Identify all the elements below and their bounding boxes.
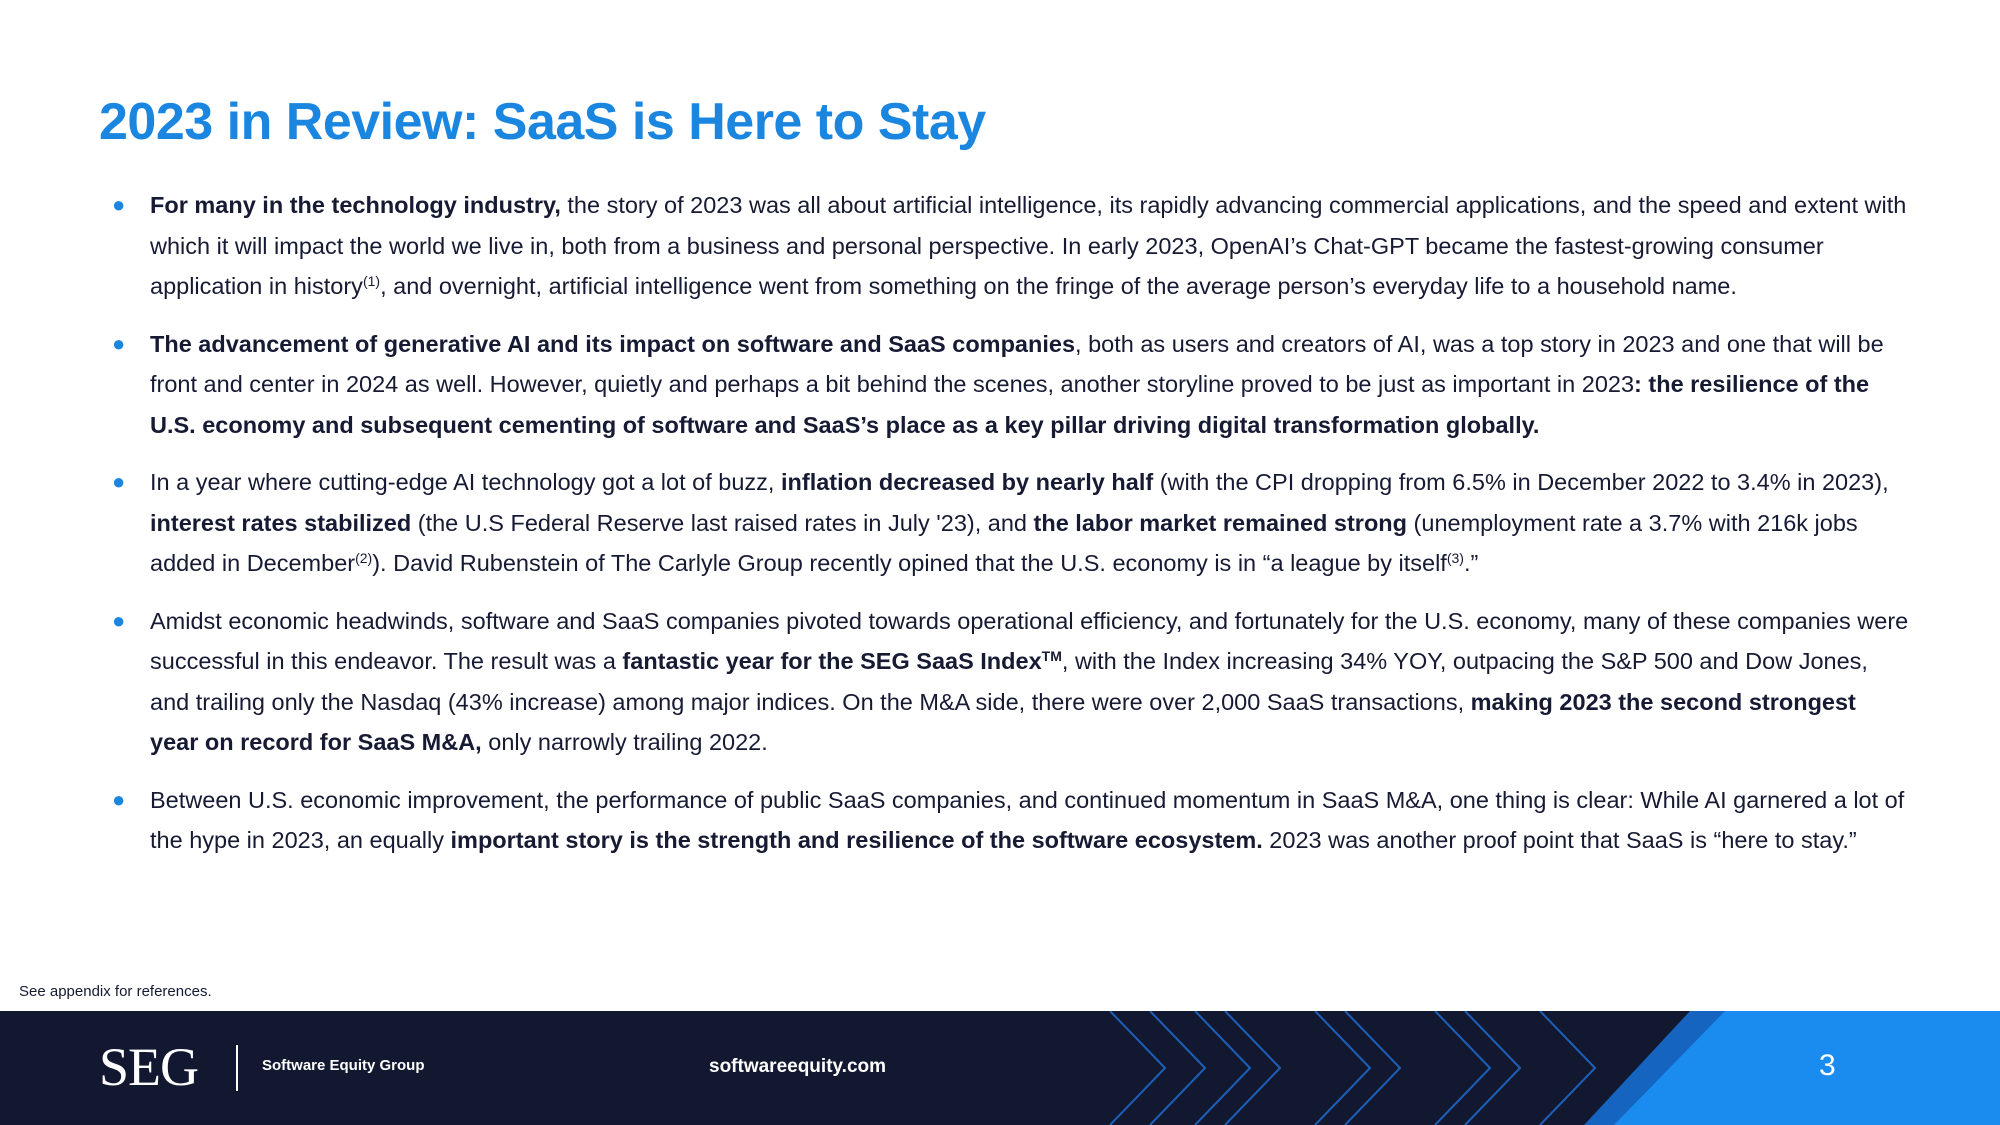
bullet-bold-text: inflation decreased by nearly half: [780, 469, 1154, 495]
bullet-bold-text: : the resilience of the U.S. economy and subsequent cementing of software and SaaS’s place as a key pillar driving digital transformation globally.: [150, 371, 1870, 438]
trademark-marker: TM: [1041, 648, 1062, 664]
bullet-item: [110, 462, 1910, 584]
bullet-item: [110, 601, 1910, 763]
bullet-text: Between U.S. economic improvement, the performance of public SaaS companies, and continued momentum in SaaS M&A, one thing is clear: While AI garnered a lot of the hype in 2023, an equally: [150, 786, 1905, 853]
bullet-list: [110, 185, 1910, 878]
reference-marker: (1): [362, 273, 381, 289]
bullet-dot-icon: ●: [112, 786, 126, 812]
reference-marker: (3): [1446, 550, 1464, 566]
page-number: 3: [1819, 1049, 1836, 1082]
bullet-text: , and overnight, artificial intelligence went from something on the fringe of the average person’s everyday life to a household name.: [380, 273, 1737, 299]
bullet-dot-icon: ●: [112, 330, 126, 356]
bullet-text: (the U.S Federal Reserve last raised rates in July '23), and: [411, 509, 1034, 536]
bullet-item: [110, 324, 1910, 446]
bullet-text: only narrowly trailing 2022.: [481, 729, 768, 755]
bullet-item: [110, 780, 1910, 861]
bullet-text: (unemployment rate a 3.7% with 216k jobs added in December: [150, 509, 1858, 576]
footer-bar: [0, 1011, 2000, 1125]
bullet-dot-icon: ●: [112, 192, 126, 217]
bullet-text: .”: [1463, 550, 1479, 576]
bullet-bold-text: making 2023 the second strongest year on record for SaaS M&A,: [150, 688, 1856, 755]
bullet-text: Amidst economic headwinds, software and SaaS companies pivoted towards operational efficiency, and fortunately for the U.S. economy, many of these companies were successful in this endeavor. The result was a: [150, 607, 1909, 674]
page-title: 2023 in Review: SaaS is Here to Stay: [99, 93, 986, 151]
website-link[interactable]: softwareequity.com: [709, 1056, 887, 1077]
bullet-item: [110, 185, 1910, 307]
bullet-dot-icon: ●: [112, 469, 126, 494]
logo-divider: [236, 1045, 238, 1091]
bullet-text: , both as users and creators of AI, was a top story in 2023 and one that will be front and center in 2024 as well. However, quietly and perhaps a bit behind the scenes, another storyline proved to be just as important in 2023: [150, 330, 1884, 397]
bullet-bold-text: The advancement of generative AI and its impact on software and SaaS companies: [150, 330, 1076, 357]
bullet-bold-text: fantastic year for the SEG SaaS Index: [622, 648, 1042, 674]
bullet-text: , with the Index increasing 34% YOY, outpacing the S&P 500 and Dow Jones, and trailing only the Nasdaq (43% increase) among major indices. On the M&A side, there were over 2,000 SaaS transactions,: [150, 648, 1868, 715]
reference-marker: (2): [355, 550, 373, 566]
bullet-dot-icon: ●: [112, 607, 126, 633]
bullet-bold-text: important story is the strength and resilience of the software ecosystem.: [450, 827, 1263, 853]
bullet-bold-text: For many in the technology industry,: [150, 192, 561, 218]
bullet-text: (with the CPI dropping from 6.5% in December 2022 to 3.4% in 2023),: [1153, 469, 1889, 495]
bullet-bold-text: interest rates stabilized: [150, 509, 412, 536]
footnote: See appendix for references.: [19, 983, 212, 1000]
bullet-bold-text: the labor market remained strong: [1033, 509, 1408, 536]
logo-subtitle: Software Equity Group: [262, 1057, 425, 1074]
bullet-text: ). David Rubenstein of The Carlyle Group recently opined that the U.S. economy is in “a league by itself: [372, 550, 1447, 576]
seg-logo: SEG: [99, 1037, 199, 1097]
bullet-text: the story of 2023 was all about artificial intelligence, its rapidly advancing commercial applications, and the speed and extent with which it will impact the world we live in, both from a business and personal perspective. In early 2023, OpenAI’s Chat-GPT became the fastest-growing consumer application in history: [150, 192, 1907, 299]
bullet-text: 2023 was another proof point that SaaS is “here to stay.”: [1262, 827, 1857, 853]
bullet-text: In a year where cutting-edge AI technology got a lot of buzz,: [150, 469, 781, 495]
